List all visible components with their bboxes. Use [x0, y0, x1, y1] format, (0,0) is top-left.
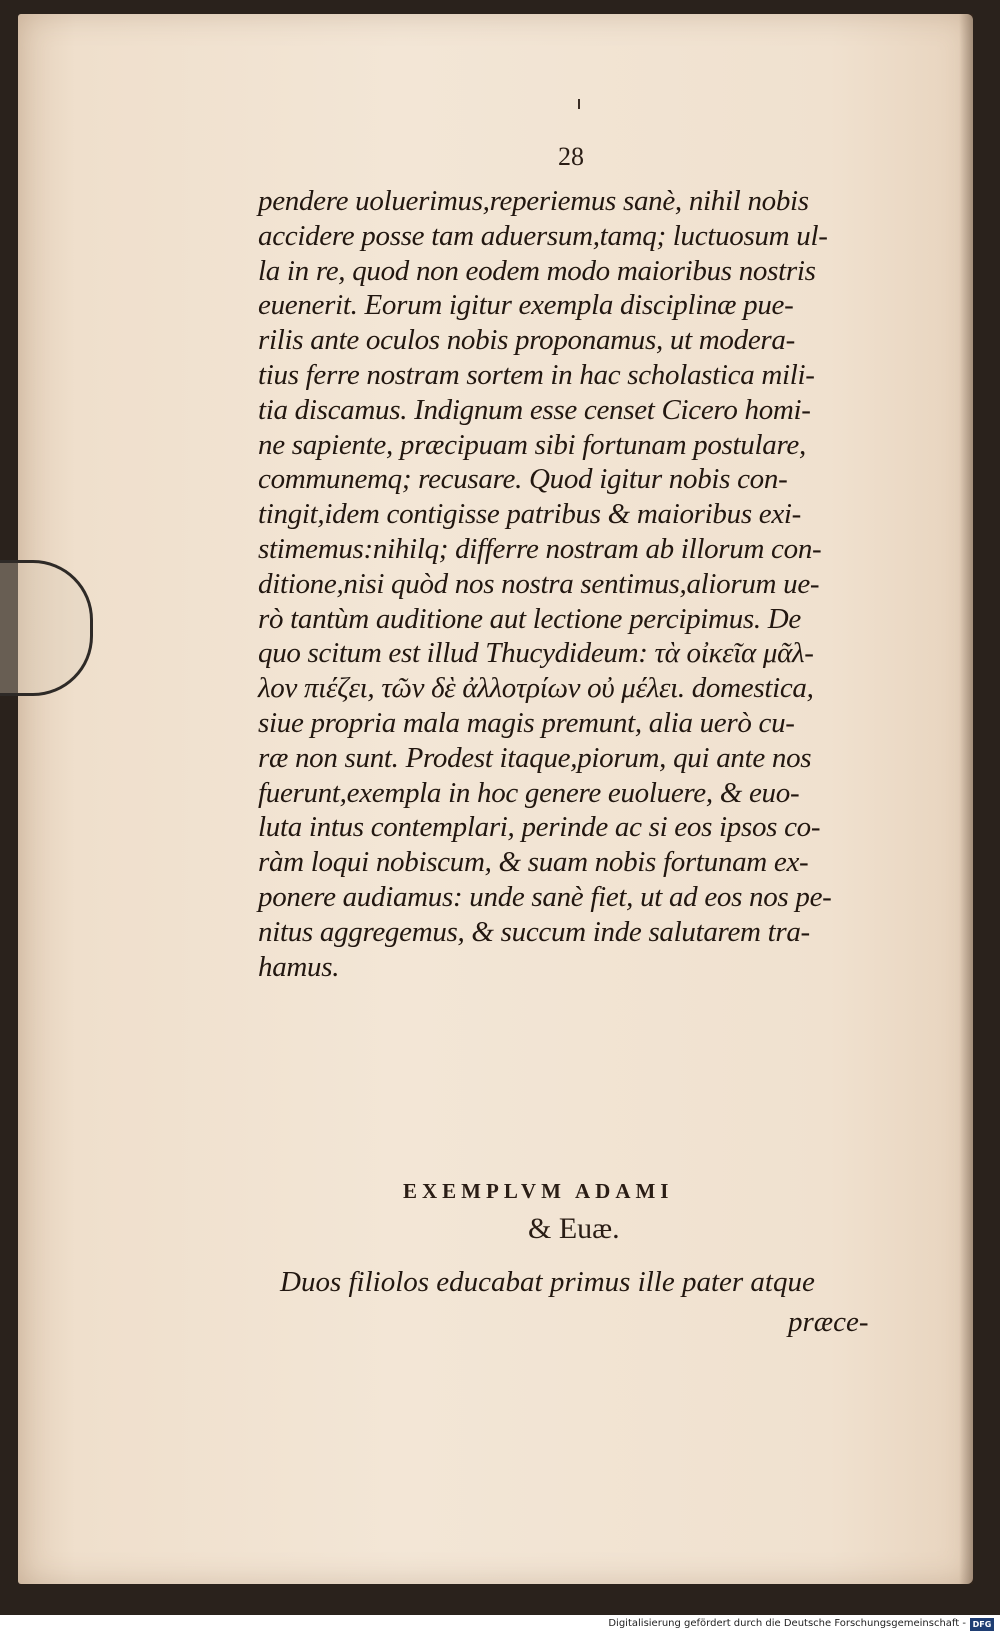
text-line: quo scitum est illud Thucydideum: τὰ οἰκεῖα μᾶλ-: [258, 637, 814, 670]
section-heading: EXEMPLVM ADAMI: [403, 1179, 674, 1203]
catchword: præce-: [788, 1306, 869, 1338]
funding-credit: Digitalisierung gefördert durch die Deutsche Forschungsgemeinschaft -: [608, 1618, 966, 1629]
text-line: ditione,nisi quòd nos nostra sentimus,aliorum ue-: [258, 567, 820, 600]
footer-bar: [0, 1615, 1000, 1635]
text-line: rilis ante oculos nobis proponamus, ut modera-: [258, 324, 795, 357]
text-line: ràm loqui nobiscum, & suam nobis fortunam ex-: [258, 846, 809, 879]
text-line: λον πιέζει, τῶν δὲ ἀλλοτρίων οὐ μέλει. domestica,: [258, 672, 814, 705]
book-page: [18, 14, 973, 1584]
text-line: tius ferre nostram sortem in hac scholastica mili-: [258, 358, 815, 391]
text-line: rò tantùm auditione aut lectione percipimus. De: [258, 602, 801, 635]
section-first-line: Duos filiolos educabat primus ille pater atque: [280, 1266, 815, 1298]
text-line: ne sapiente, præcipuam sibi fortunam postulare,: [258, 428, 806, 461]
text-line: euenerit. Eorum igitur exempla disciplinæ pue-: [258, 289, 794, 322]
page-edge-shadow: [959, 14, 973, 1584]
text-line: nitus aggregemus, & succum inde salutarem tra-: [258, 915, 810, 948]
text-line: siue propria mala magis premunt, alia uerò cu-: [258, 706, 795, 739]
text-line: hamus.: [258, 950, 340, 983]
text-line: accidere posse tam aduersum,tamq; luctuosum ul-: [258, 219, 828, 252]
body-text: [258, 184, 898, 984]
text-line: luta intus contemplari, perinde ac si eos ipsos co-: [258, 811, 821, 844]
text-line: stimemus:nihilq; differre nostram ab illorum con-: [258, 532, 822, 565]
text-line: pendere uoluerimus,reperiemus sanè, nihil nobis: [258, 185, 809, 217]
text-line: tia discamus. Indignum esse censet Cicero homi-: [258, 393, 811, 426]
dfg-logo-icon: DFG: [970, 1618, 994, 1631]
section-subheading: & Euæ.: [528, 1212, 620, 1245]
text-line: ræ non sunt. Prodest itaque,piorum, qui ante nos: [258, 741, 812, 774]
text-line: tingit,idem contigisse patribus & maioribus exi-: [258, 498, 802, 531]
stray-ink-mark: [578, 99, 580, 109]
page-number: 28: [558, 142, 584, 171]
text-line: ponere audiamus: unde sanè fiet, ut ad eos nos pe-: [258, 880, 832, 913]
text-line: communemq; recusare. Quod igitur nobis con-: [258, 463, 788, 496]
text-line: fuerunt,exempla in hoc genere euoluere, & euo-: [258, 776, 800, 809]
text-line: la in re, quod non eodem modo maioribus nostris: [258, 254, 816, 287]
